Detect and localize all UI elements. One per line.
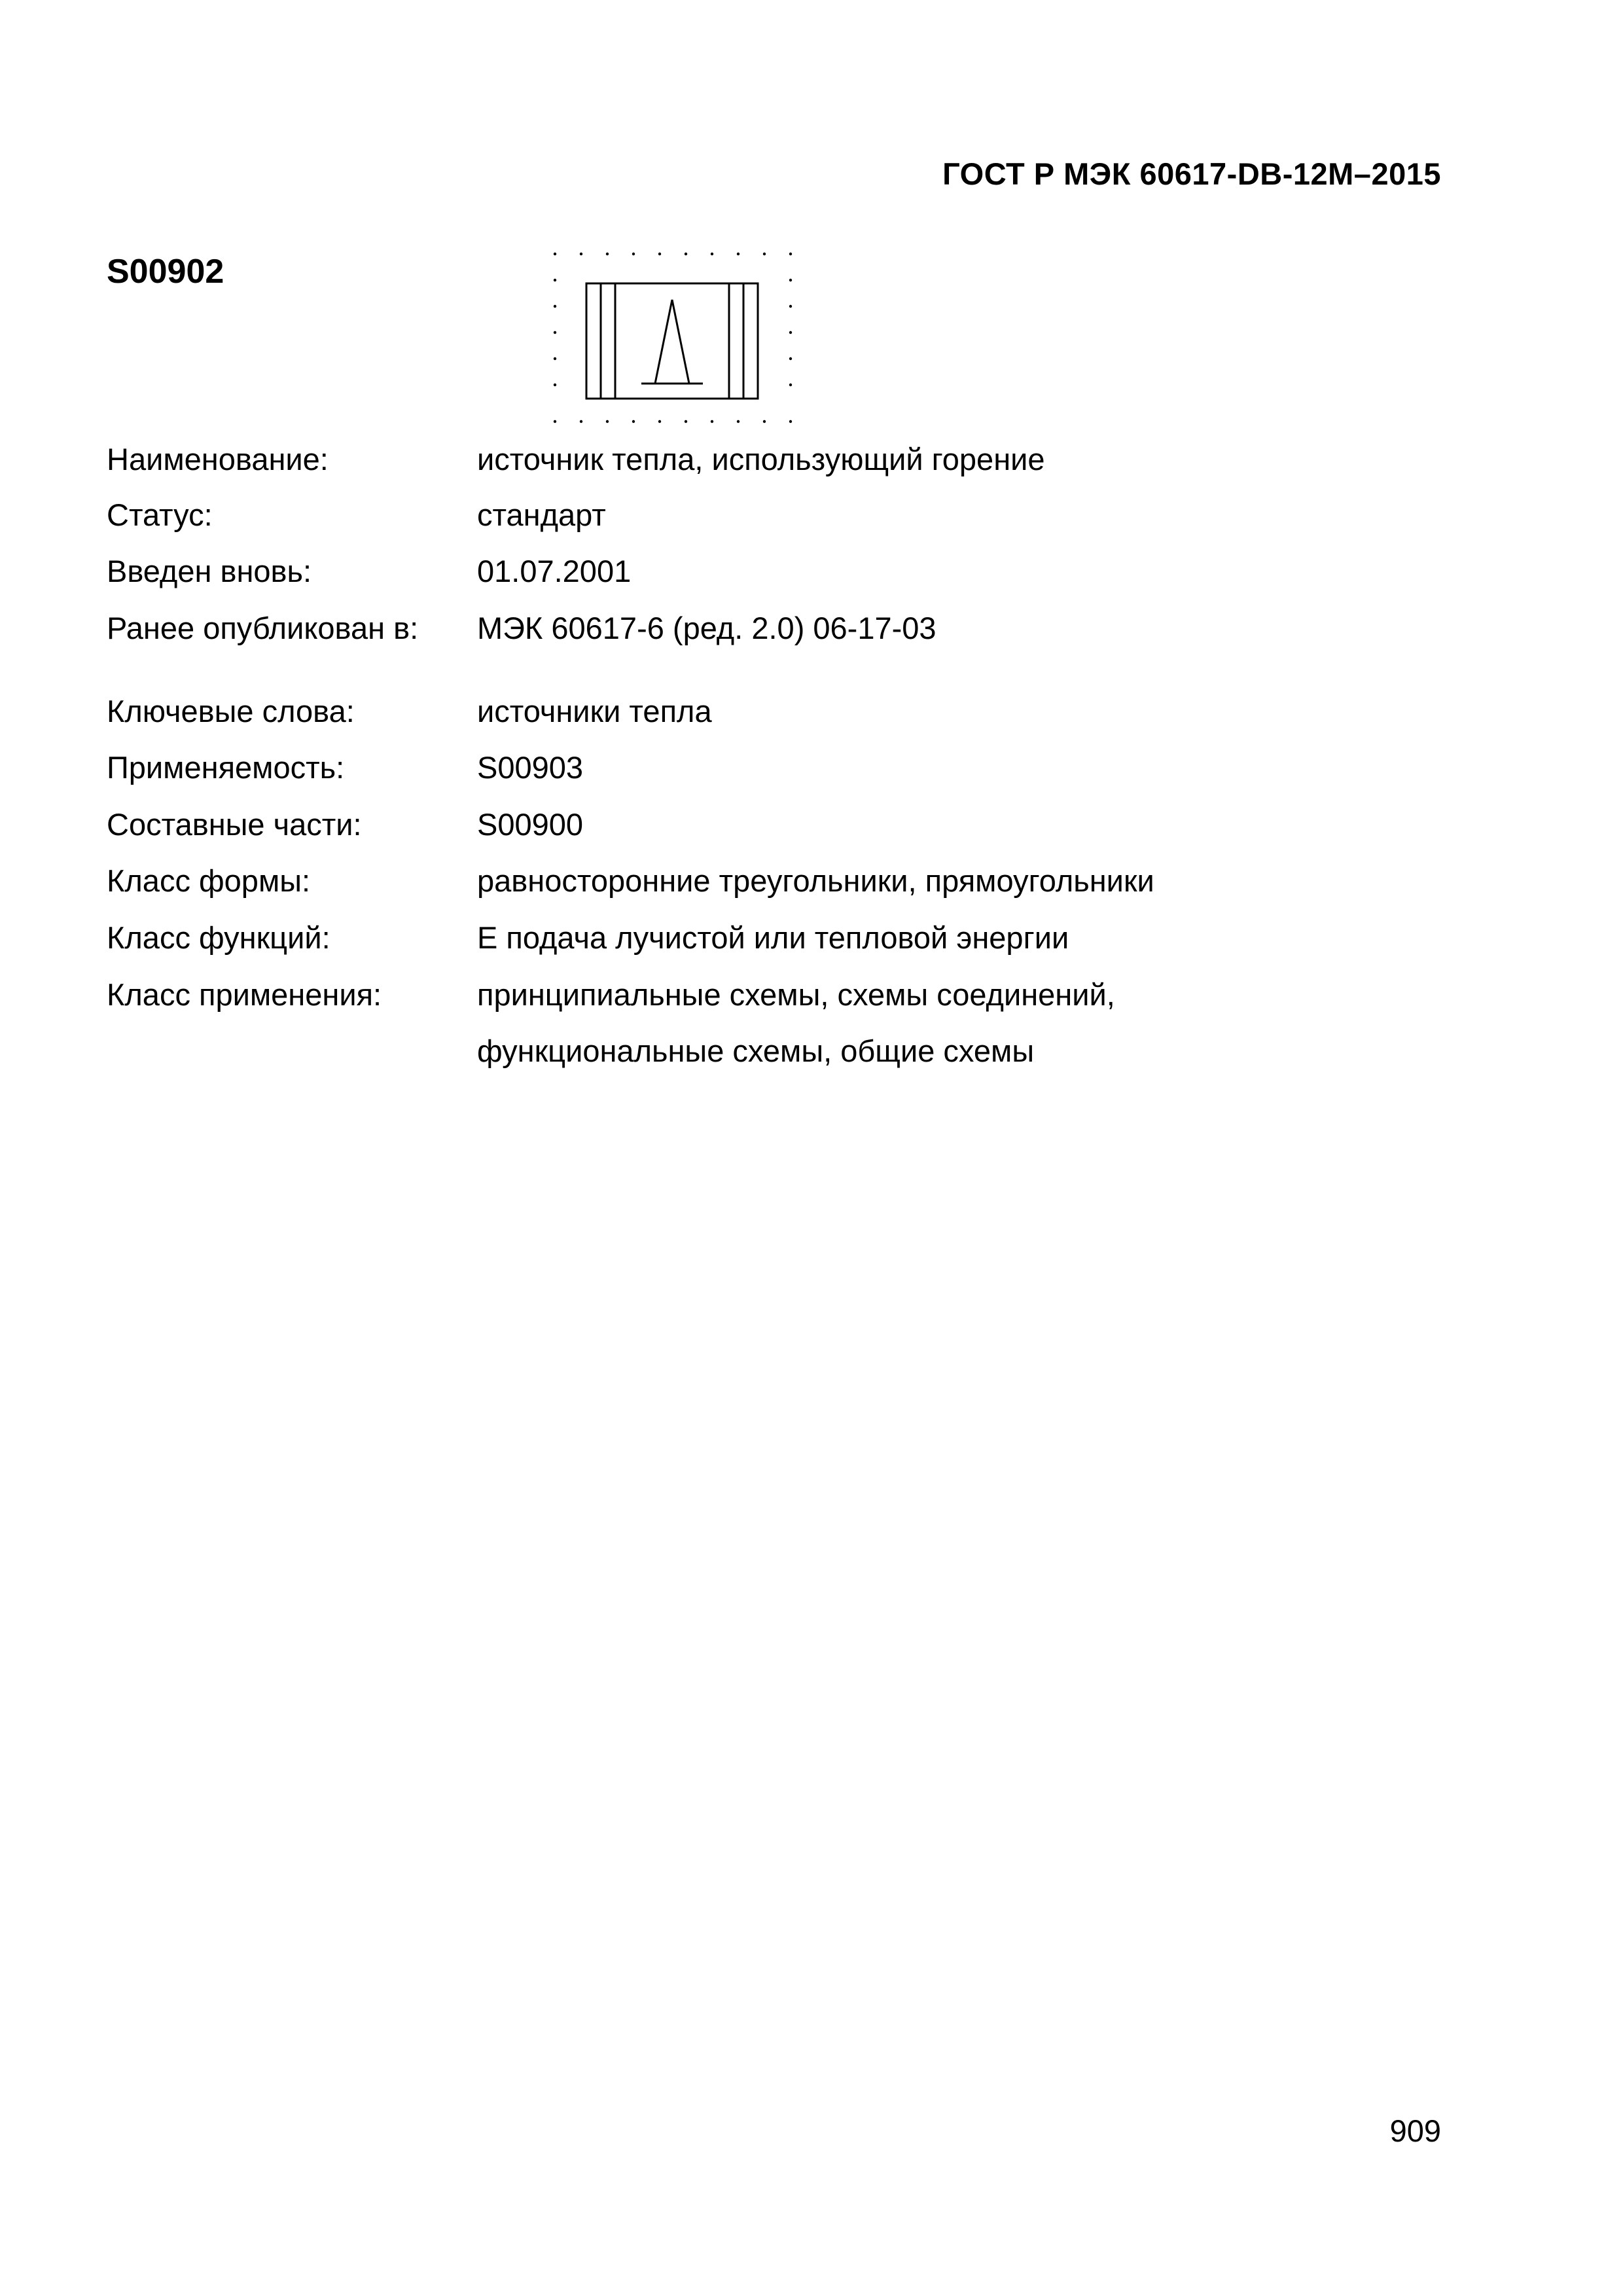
symbol-code: S00902 xyxy=(107,253,224,291)
field-value: функциональные схемы, общие схемы xyxy=(477,1033,1035,1068)
field-value: Е подача лучистой или тепловой энергии xyxy=(477,920,1069,955)
document-header: ГОСТ Р МЭК 60617-DB-12M–2015 xyxy=(942,156,1441,191)
field-label: Ранее опубликован в: xyxy=(107,611,419,645)
field-label: Ключевые слова: xyxy=(107,694,355,728)
field-label: Класс функций: xyxy=(107,920,330,955)
field-value: S00900 xyxy=(477,807,584,842)
field-label: Класс применения: xyxy=(107,977,382,1012)
field-value: 01.07.2001 xyxy=(477,554,632,588)
field-label: Статус: xyxy=(107,497,213,532)
field-value: равносторонние треугольники, прямоугольники xyxy=(477,863,1154,898)
field-value: принципиальные схемы, схемы соединений, xyxy=(477,977,1115,1012)
field-label: Составные части: xyxy=(107,807,362,842)
field-label: Применяемость: xyxy=(107,750,345,785)
field-value: S00903 xyxy=(477,750,584,785)
field-value: источники тепла xyxy=(477,694,712,728)
field-value: МЭК 60617-6 (ред. 2.0) 06-17-03 xyxy=(477,611,936,645)
field-label: Наименование: xyxy=(107,442,329,476)
field-label: Класс формы: xyxy=(107,863,311,898)
field-value: стандарт xyxy=(477,497,606,532)
field-label: Введен вновь: xyxy=(107,554,312,588)
heat-source-combustion-symbol-icon xyxy=(548,247,797,428)
page-number: 909 xyxy=(1389,2113,1441,2148)
field-value: источник тепла, использующий горение xyxy=(477,442,1045,476)
grid-dots xyxy=(554,253,792,423)
